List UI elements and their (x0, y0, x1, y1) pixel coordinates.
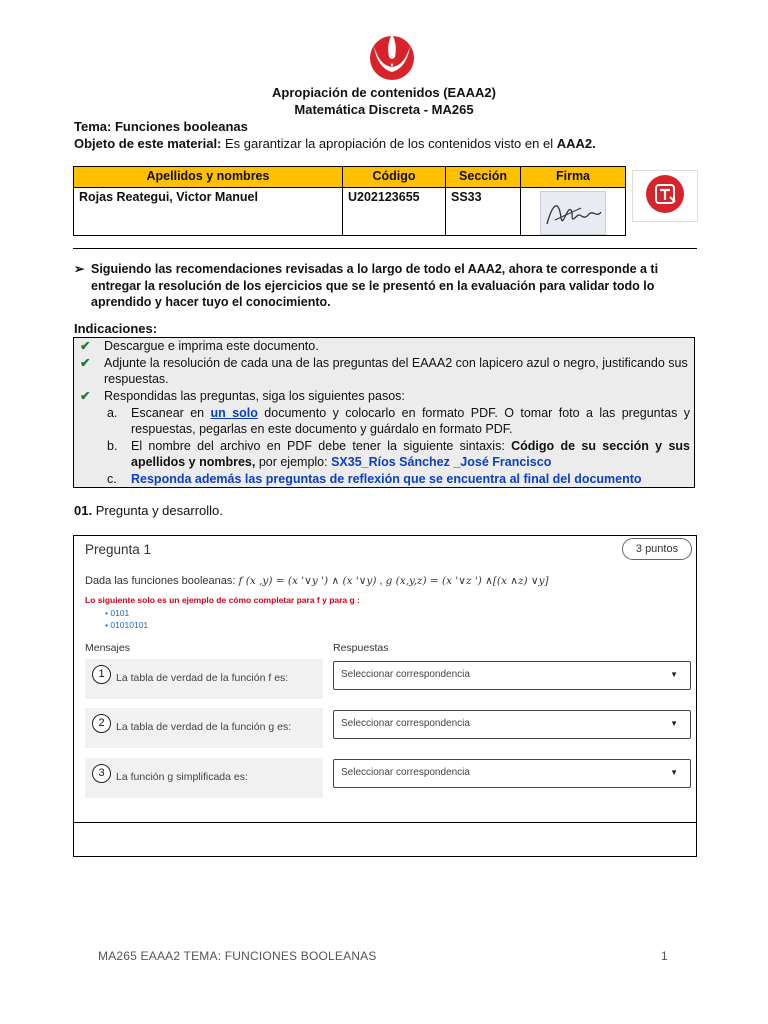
signature-scribble (541, 192, 605, 234)
sub-a-post: documento y colocarlo en formato PDF. O tomar foto a las preguntas y respuestas, pegarlas en este documento y guárdalo en formato PDF. (131, 406, 690, 437)
instructions-title: Indicaciones: (74, 321, 158, 336)
answers-column-label: Respuestas (333, 642, 389, 654)
header-names: Apellidos y nombres (74, 167, 343, 188)
f-expression: f (x ,y) = (x '∨y ') ∧ (x '∨y) (238, 575, 377, 587)
student-code: U202123655 (343, 188, 446, 236)
instruction-item: Descargue e imprima este documento. (104, 339, 319, 353)
objective-strong: AAA2. (556, 136, 596, 151)
sub-letter: b. (107, 439, 118, 453)
check-icon: ✔ (80, 389, 91, 403)
select-value: Seleccionar correspondencia (341, 669, 470, 680)
sub-letter: c. (107, 472, 117, 486)
instruction-item: Adjunte la resolución de cada una de las preguntas del EAAA2 con lapicero azul o negro, justificando sus respuestas. (104, 356, 688, 387)
example-value: 01010101 (110, 620, 149, 630)
signature-image (540, 191, 606, 235)
intro-paragraph (74, 261, 696, 311)
message-row (85, 708, 323, 748)
points-badge: 3 puntos (622, 538, 692, 560)
table-header-row (74, 167, 626, 188)
caret-down-icon: ▼ (670, 768, 678, 777)
question-frame (73, 535, 697, 857)
instruction-sub-c (107, 471, 690, 487)
student-table (73, 166, 626, 236)
message-row (85, 659, 323, 699)
instruction-sub-b (107, 438, 690, 471)
messages-column-label: Mensajes (85, 642, 130, 654)
g-expression: g (x,y,z) = (x '∨z ') ∧[(x ∧z) ∨y] (385, 575, 549, 587)
objective-line (74, 136, 596, 151)
header-section: Sección (446, 167, 521, 188)
sub-letter: a. (107, 406, 118, 420)
instruction-sub-a (107, 405, 690, 438)
sub-a-pre: Escanear en (131, 406, 211, 420)
answer-select-1[interactable] (333, 661, 691, 690)
topic-line (74, 119, 248, 134)
objective-text: Es garantizar la apropiación de los contenidos visto en el (221, 136, 557, 151)
document-title: Apropiación de contenidos (EAAA2) (272, 85, 496, 100)
course-title: Matemática Discreta - MA265 (294, 102, 474, 117)
message-text: La tabla de verdad de la función f es: (116, 672, 289, 684)
un-solo-link[interactable]: un solo (210, 406, 258, 420)
caret-down-icon: ▼ (670, 670, 678, 679)
topic-label: Tema: (74, 119, 112, 134)
check-icon: ✔ (80, 356, 91, 370)
example-item: • 0101 (105, 608, 130, 618)
topic-value: Funciones booleanas (111, 119, 248, 134)
teacher-badge (632, 170, 698, 222)
divider (73, 248, 697, 249)
sub-b-mid: por ejemplo: (255, 455, 332, 470)
question-title: Pregunta 1 (85, 542, 152, 557)
number-circle-icon: 3 (92, 764, 111, 783)
number-circle-icon: 2 (92, 714, 111, 733)
footer-text: MA265 EAAA2 TEMA: FUNCIONES BOOLEANAS (98, 949, 377, 963)
example-note: Lo siguiente solo es un ejemplo de cómo completar para f y para g : (85, 595, 360, 605)
page-number: 1 (661, 949, 668, 963)
question-card (74, 536, 696, 823)
instruction-item: Respondidas las preguntas, siga los siguientes pasos: (104, 389, 405, 403)
sub-b-bold: Código de su sección y sus apellidos y nombres, (131, 439, 690, 470)
filename-example: SX35_Ríos Sánchez _José Francisco (331, 455, 552, 470)
instructions-box (73, 337, 695, 488)
check-icon: ✔ (80, 339, 91, 353)
select-value: Seleccionar correspondencia (341, 718, 470, 729)
table-row (74, 188, 626, 236)
sub-c-text: Responda además las preguntas de reflexión que se encuentra al final del documento (131, 472, 642, 486)
message-row (85, 758, 323, 798)
intro-text: Siguiendo las recomendaciones revisadas a lo largo de todo el AAA2, ahora te corresponde a ti entregar la resolución de los ejercicios que se le presentó en la evaluación para validar todo lo aprendido y hacer tuyo el conocimiento. (91, 262, 659, 309)
objective-label: Objeto de este material: (74, 136, 222, 151)
upc-flame-logo (362, 24, 422, 84)
number-circle-icon: 1 (92, 665, 111, 684)
student-section: SS33 (446, 188, 521, 236)
header-signature: Firma (521, 167, 626, 188)
example-item: • 01010101 (105, 620, 149, 630)
message-text: La función g simplificada es: (116, 771, 248, 783)
student-name: Rojas Reategui, Victor Manuel (74, 188, 343, 236)
question-number: 01. (74, 503, 93, 518)
question-heading (74, 503, 223, 518)
question-heading-text: Pregunta y desarrollo. (92, 503, 223, 518)
answer-select-2[interactable] (333, 710, 691, 739)
example-value: 0101 (110, 608, 130, 618)
caret-down-icon: ▼ (670, 719, 678, 728)
answer-select-3[interactable] (333, 759, 691, 788)
select-value: Seleccionar correspondencia (341, 767, 470, 778)
message-text: La tabla de verdad de la función g es: (116, 721, 292, 733)
arrow-bullet-icon: ➢ (74, 262, 85, 276)
header-code: Código (343, 167, 446, 188)
question-prompt: Dada las funciones booleanas: f (x ,y) = (x '∨y ') ∧ (x '∨y) , g (x,y,z) = (x '∨z ') ∧[(x ∧z) ∨y] (85, 575, 549, 587)
prompt-label: Dada las funciones booleanas: (85, 575, 236, 587)
signature-cell (521, 188, 626, 236)
teacher-icon (646, 175, 684, 213)
sub-b-pre: El nombre del archivo en PDF debe tener la siguiente sintaxis: (131, 439, 512, 453)
